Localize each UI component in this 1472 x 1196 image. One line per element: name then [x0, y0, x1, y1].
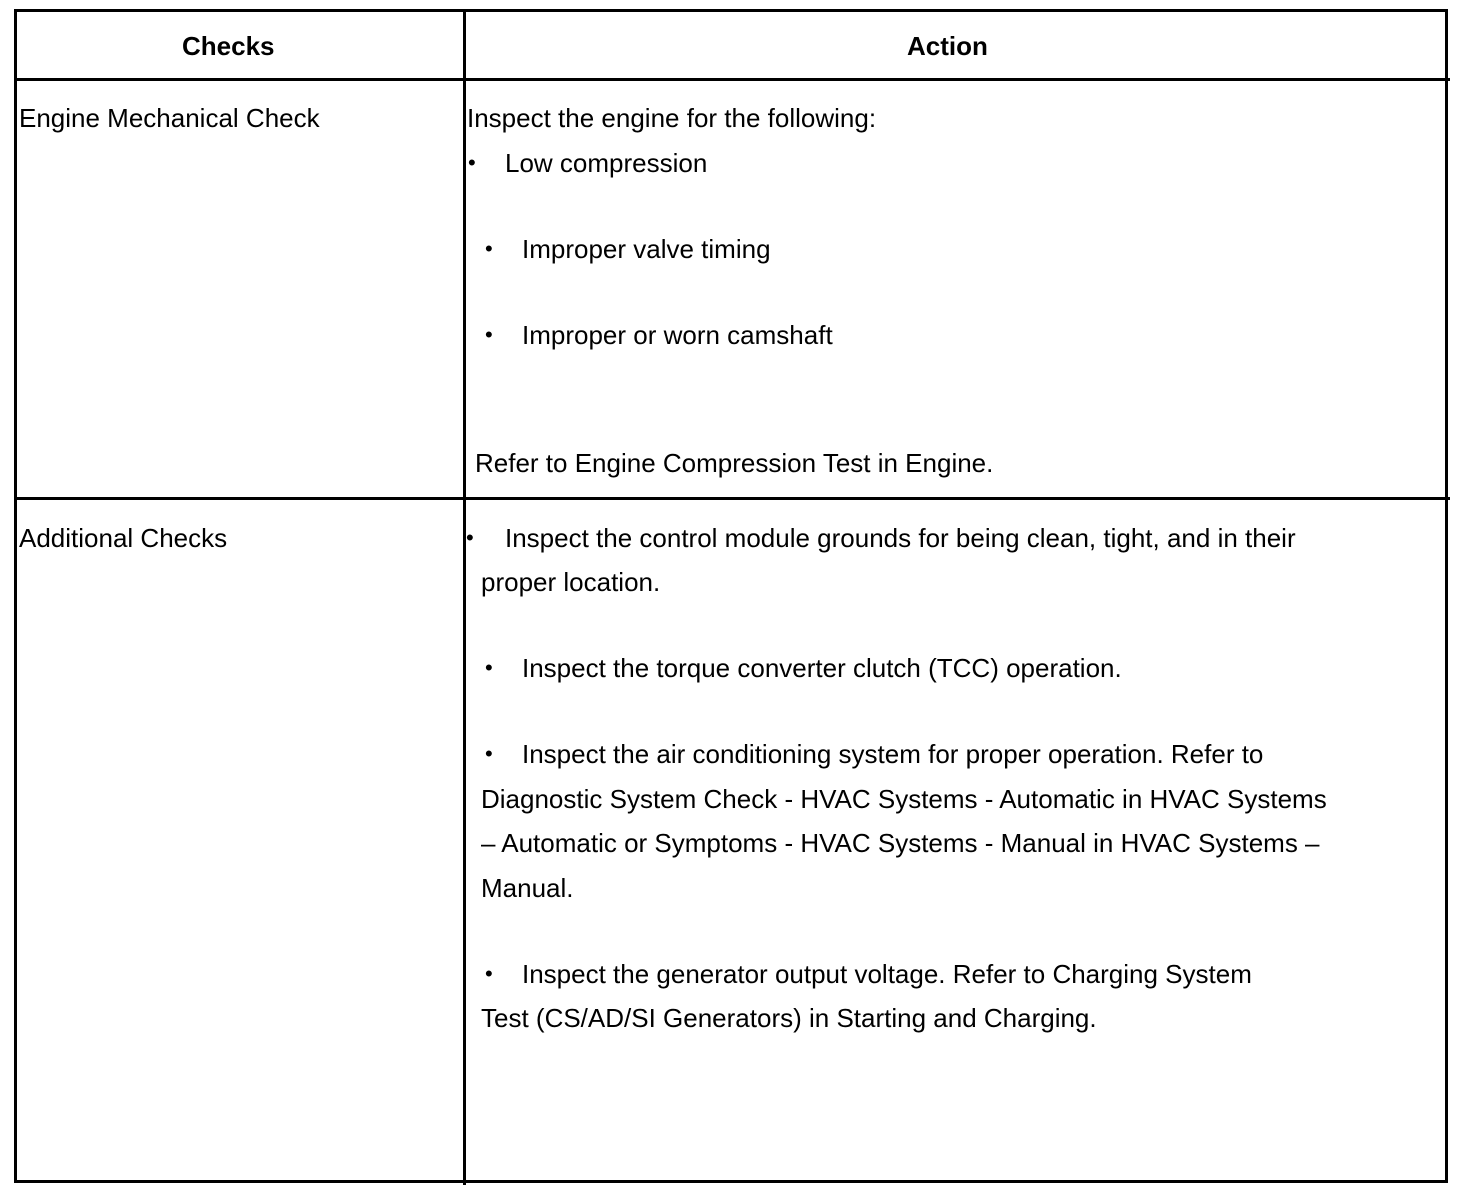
action-reference: Refer to Engine Compression Test in Engine. — [475, 448, 994, 478]
row-divider — [14, 497, 1450, 500]
check-additional: Additional Checks — [19, 523, 228, 553]
bullet-icon: • — [466, 525, 474, 550]
bullet-icon: • — [485, 961, 493, 986]
action-intro: Inspect the engine for the following: — [467, 103, 877, 133]
bullet-icon: • — [485, 655, 493, 680]
action-item: Improper valve timing — [522, 234, 771, 264]
action-item: Inspect the control module grounds for being clean, tight, and in their — [505, 523, 1296, 553]
action-item-continuation: – Automatic or Symptoms - HVAC Systems - Manual in HVAC Systems – — [481, 828, 1320, 858]
action-item: Improper or worn camshaft — [522, 320, 833, 350]
bullet-icon: • — [485, 322, 493, 347]
action-item-continuation: Test (CS/AD/SI Generators) in Starting and Charging. — [481, 1003, 1097, 1033]
header-action: Action — [907, 31, 988, 61]
action-item: Inspect the generator output voltage. Refer to Charging System — [522, 959, 1252, 989]
action-item: Inspect the torque converter clutch (TCC) operation. — [522, 653, 1122, 683]
header-row-divider — [14, 78, 1450, 81]
check-engine-mechanical: Engine Mechanical Check — [19, 103, 320, 133]
action-item-continuation: proper location. — [481, 567, 661, 597]
bullet-icon: • — [468, 150, 476, 175]
bullet-icon: • — [485, 236, 493, 261]
action-item-continuation: Diagnostic System Check - HVAC Systems - Automatic in HVAC Systems — [481, 784, 1327, 814]
action-item-continuation: Manual. — [481, 873, 574, 903]
action-item: Inspect the air conditioning system for proper operation. Refer to — [522, 739, 1264, 769]
action-item: Low compression — [505, 148, 708, 178]
bullet-icon: • — [485, 741, 493, 766]
header-checks: Checks — [182, 31, 275, 61]
column-divider — [463, 9, 466, 1185]
